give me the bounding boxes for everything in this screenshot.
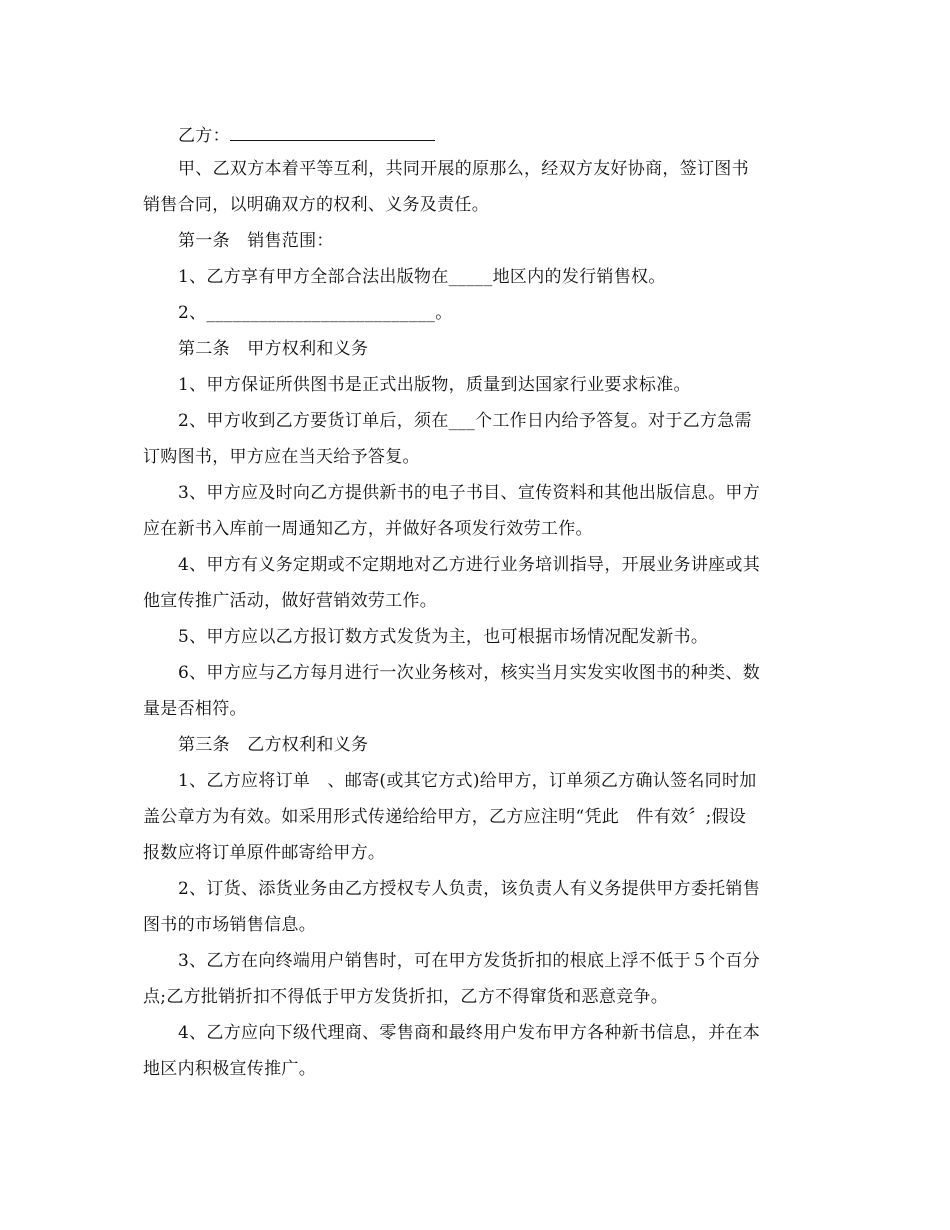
- party-b-label: 乙方：: [178, 126, 230, 146]
- clause-line: 图书的市场销售信息。: [143, 915, 316, 935]
- party-b-line: [178, 124, 435, 146]
- clause-line: 应在新书入库前一周通知乙方，并做好各项发行效劳工作。: [143, 519, 593, 539]
- paragraph-line: 销售合同，以明确双方的权利、义务及责任。: [143, 195, 489, 215]
- clause-line: 1、乙方应将订单 、邮寄(或其它方式)给甲方，订单须乙方确认签名同时加: [178, 771, 757, 791]
- clause-line: 2、订货、添货业务由乙方授权专人负责，该负责人有义务提供甲方委托销售: [178, 879, 761, 899]
- clause-line: 订购图书，甲方应在当天给予答复。: [143, 447, 420, 467]
- article-heading: 第二条 甲方权利和义务: [178, 339, 369, 359]
- clause-line: 报数应将订单原件邮寄给甲方。: [143, 843, 386, 863]
- clause-line: 4、甲方有义务定期或不定期地对乙方进行业务培训指导，开展业务讲座或其: [178, 555, 761, 575]
- clause-line: 6、甲方应与乙方每月进行一次业务核对，核实当月实发实收图书的种类、数: [178, 663, 761, 683]
- clause-line: 盖公章方为有效。如采用形式传递给给甲方，乙方应注明“凭此 件有效〞;假设: [143, 807, 747, 827]
- clause-line: 3、乙方在向终端用户销售时，可在甲方发货折扣的根底上浮不低于５个百分: [178, 951, 761, 971]
- clause-line: 2、甲方收到乙方要货订单后，须在___个工作日内给予答复。对于乙方急需: [178, 411, 752, 431]
- clause-line: 量是否相符。: [143, 699, 247, 719]
- party-b-blank: [230, 124, 435, 141]
- clause-line: 2、__________________________。: [178, 303, 453, 323]
- article-heading: 第三条 乙方权利和义务: [178, 735, 369, 755]
- clause-line: 地区内积极宣传推广。: [143, 1059, 316, 1079]
- clause-line: 1、乙方享有甲方全部合法出版物在_____地区内的发行销售权。: [178, 267, 666, 287]
- clause-line: 3、甲方应及时向乙方提供新书的电子书目、宣传资料和其他出版信息。甲方: [178, 483, 761, 503]
- clause-line: 4、乙方应向下级代理商、零售商和最终用户发布甲方各种新书信息，并在本: [178, 1023, 761, 1043]
- clause-line: 5、甲方应以乙方报订数方式发货为主，也可根据市场情况配发新书。: [178, 627, 709, 647]
- clause-line: 1、甲方保证所供图书是正式出版物，质量到达国家行业要求标准。: [178, 375, 691, 395]
- clause-line: 他宣传推广活动，做好营销效劳工作。: [143, 591, 438, 611]
- article-heading: 第一条 销售范围：: [178, 231, 334, 251]
- paragraph-line: 甲、乙双方本着平等互利，共同开展的原那么，经双方友好协商，签订图书: [178, 159, 749, 179]
- clause-line: 点;乙方批销折扣不得低于甲方发货折扣，乙方不得窜货和恶意竞争。: [143, 987, 669, 1007]
